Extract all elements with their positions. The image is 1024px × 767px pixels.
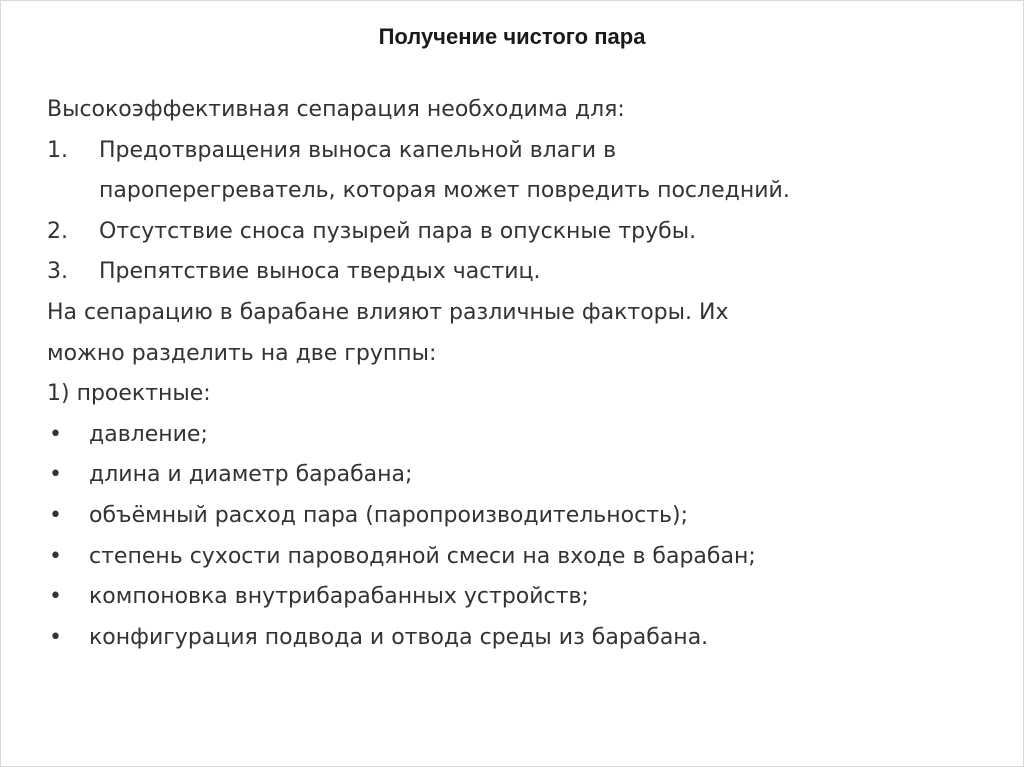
bullet-text: давление; — [89, 421, 208, 447]
bullet-item — [47, 537, 997, 578]
bullet-icon: • — [49, 584, 62, 610]
numbered-item-line: Предотвращения выноса капельной влаги в — [99, 137, 617, 163]
bullet-icon: • — [49, 543, 62, 569]
paragraph-line: На сепарацию в барабане влияют различные факторы. Их — [47, 299, 729, 325]
numbered-marker: 1. — [47, 137, 68, 163]
bullet-icon: • — [49, 502, 62, 528]
bullet-item — [47, 455, 997, 496]
numbered-item-text — [99, 252, 997, 293]
numbered-marker: 3. — [47, 259, 68, 285]
numbered-item-text — [99, 212, 997, 253]
bullet-item — [47, 496, 997, 537]
numbered-item-2 — [47, 212, 997, 253]
numbered-item-1 — [47, 131, 997, 212]
bullet-text: объёмный расход пара (паропроизводительность); — [89, 502, 688, 528]
bullet-item — [47, 618, 997, 659]
bullet-text: длина и диаметр барабана; — [89, 462, 413, 488]
slide-body — [47, 90, 997, 658]
bullet-text: степень сухости пароводяной смеси на входе в барабан; — [89, 543, 756, 569]
intro-text: Высокоэффективная сепарация необходима для: — [47, 97, 625, 122]
bullet-icon: • — [49, 462, 62, 488]
bullet-item — [47, 415, 997, 456]
bullet-icon: • — [49, 624, 62, 650]
paragraph-line: можно разделить на две группы: — [47, 340, 437, 366]
bullet-item — [47, 577, 997, 618]
bullet-text: конфигурация подвода и отвода среды из барабана. — [89, 624, 709, 650]
slide-title: Получение чистого пара — [378, 24, 646, 49]
numbered-item-3 — [47, 252, 997, 293]
group-label: 1) проектные: — [47, 381, 211, 407]
numbered-item-line: пароперегреватель, которая может повредить последний. — [99, 178, 790, 204]
bullet-icon: • — [49, 421, 62, 447]
bullet-text: компоновка внутрибарабанных устройств; — [89, 584, 589, 610]
numbered-item-line: Отсутствие сноса пузырей пара в опускные трубы. — [99, 218, 697, 244]
numbered-item-line: Препятствие выноса твердых частиц. — [99, 259, 541, 285]
numbered-marker: 2. — [47, 218, 68, 244]
numbered-item-text — [99, 131, 997, 212]
